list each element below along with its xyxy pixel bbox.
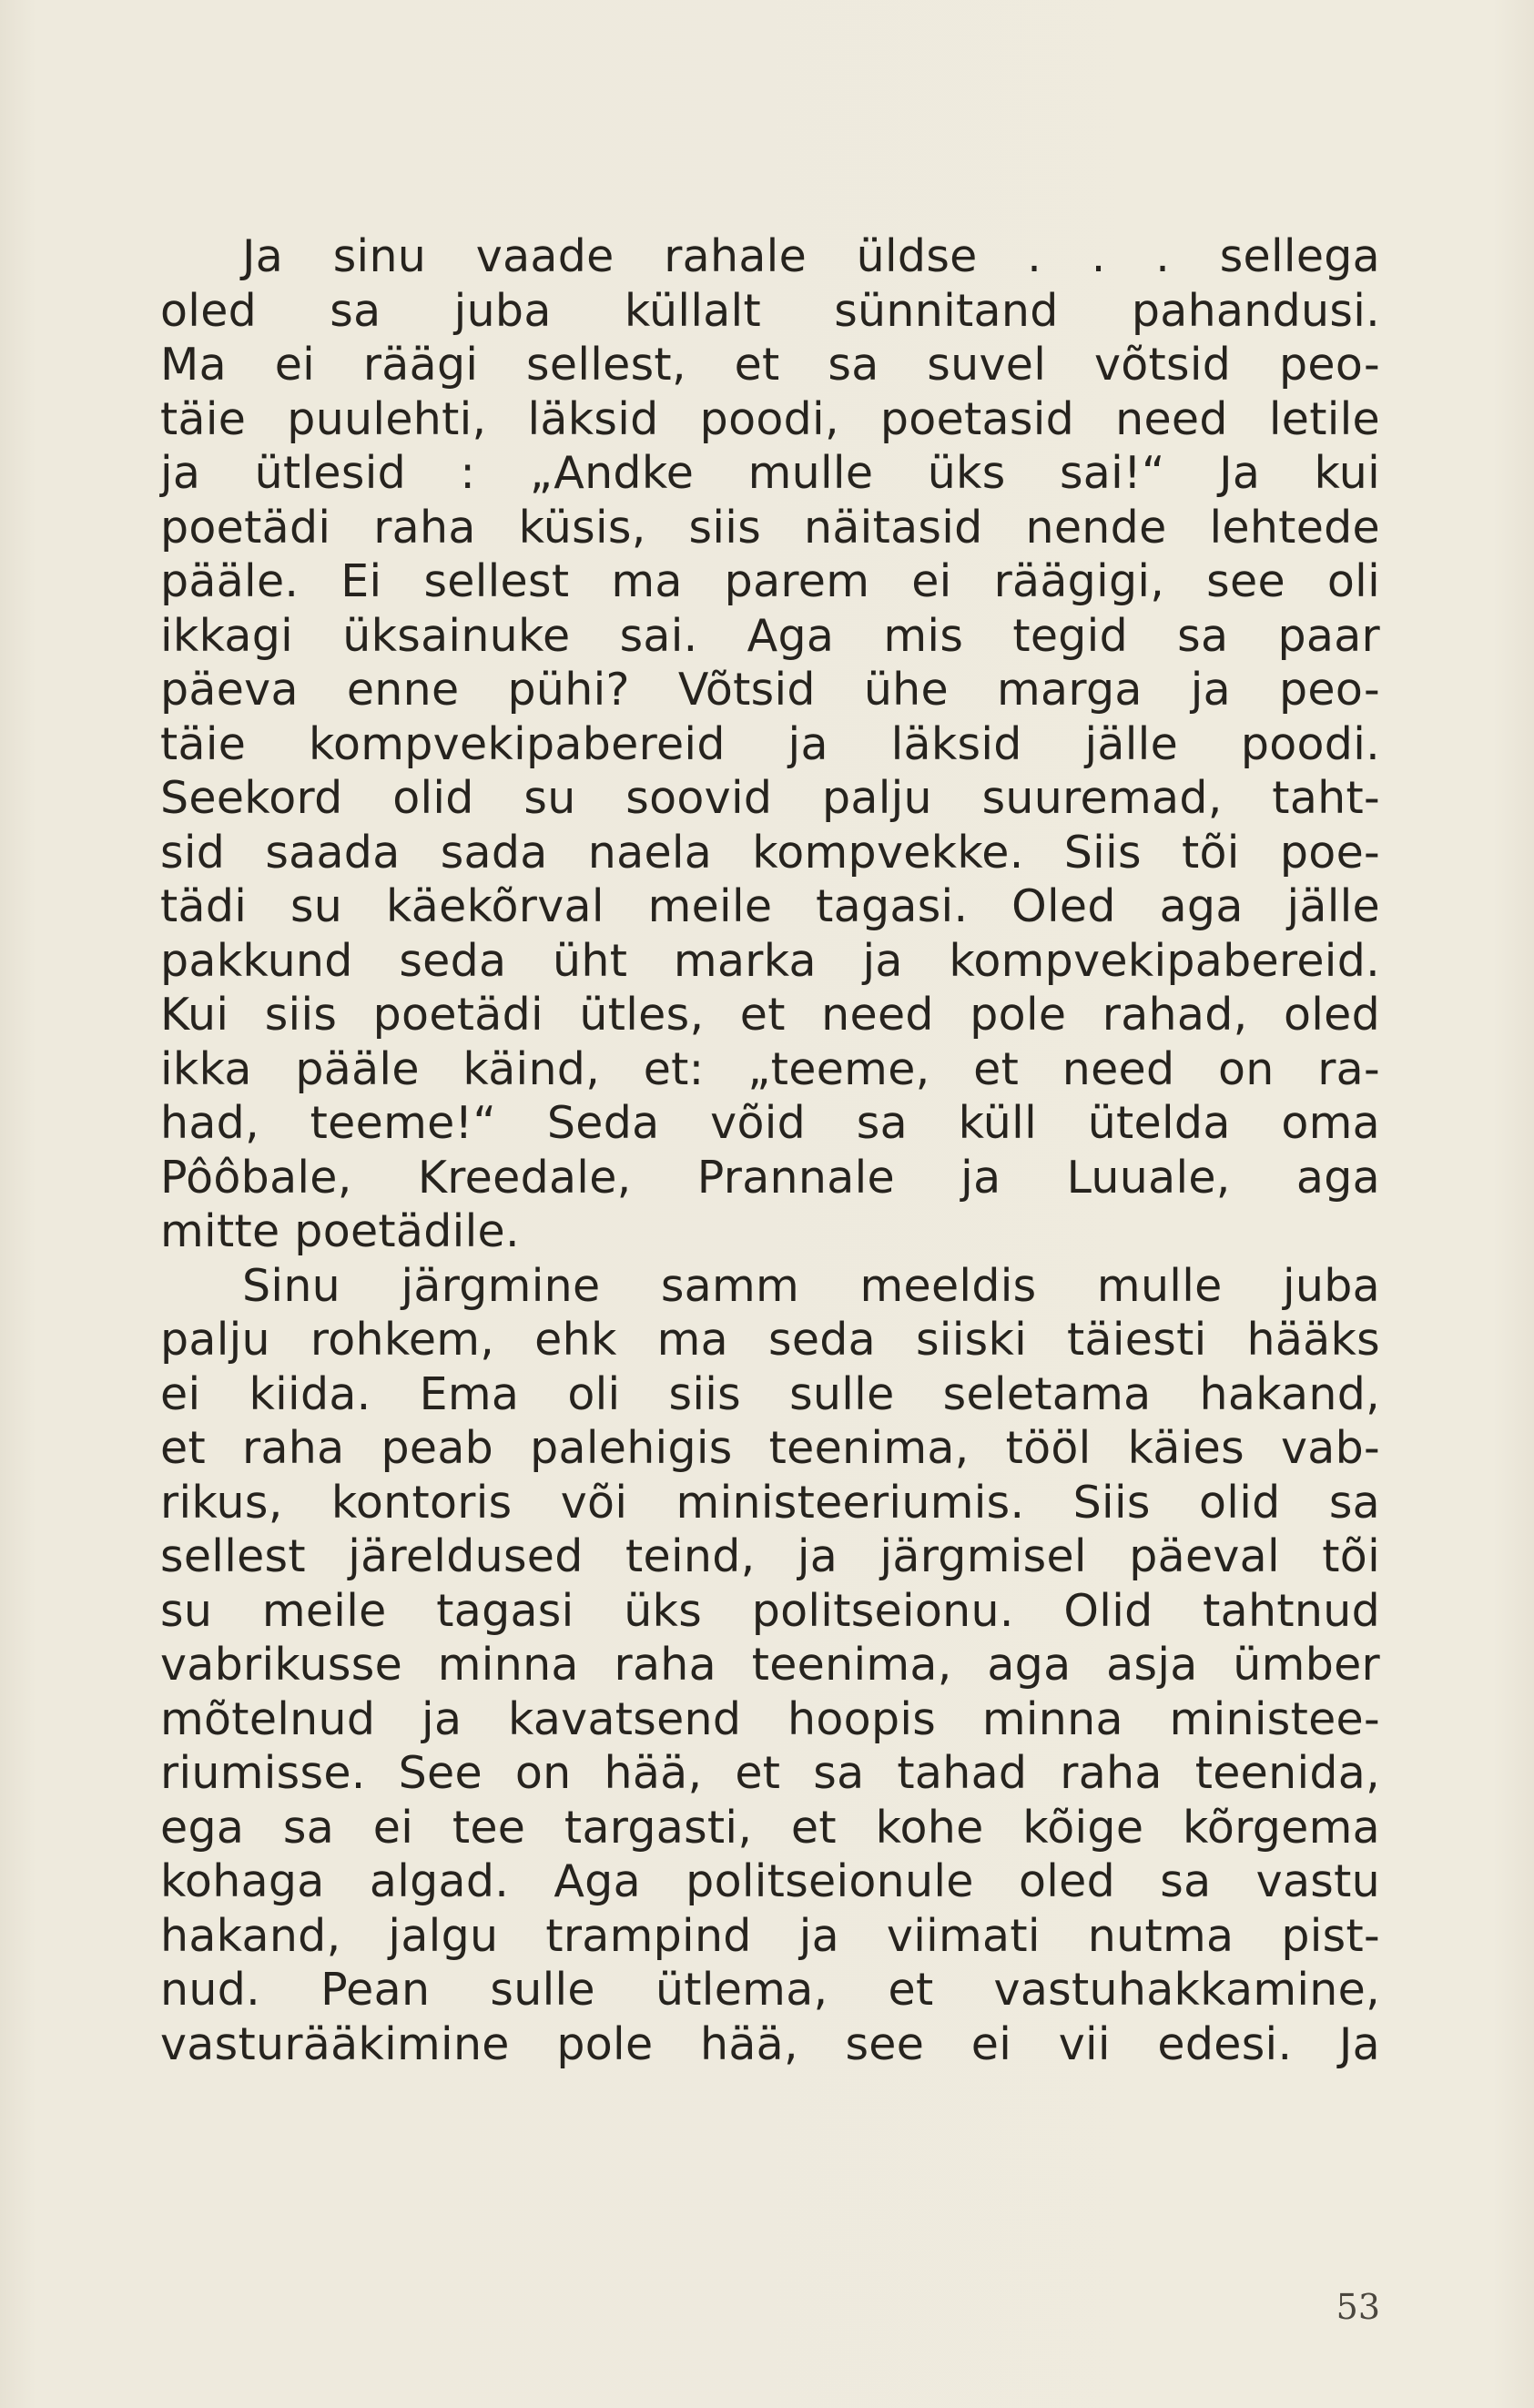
text-line: vabrikusse minna raha teenima, aga asja ümber: [160, 1639, 1380, 1691]
text-line: hakand, jalgu trampind ja viimati nutma pist-: [160, 1909, 1380, 1962]
text-line: täie puulehti, läksid poodi, poetasid need letile: [160, 392, 1380, 445]
text-line: sid saada sada naela kompvekke. Siis tõi poe-: [160, 826, 1380, 879]
text-line: poetädi raha küsis, siis näitasid nende lehtede: [160, 501, 1380, 554]
text-line: palju rohkem, ehk ma seda siiski täiesti hääks: [160, 1314, 1380, 1366]
text-line: su meile tagasi üks politseionu. Olid tahtnud: [160, 1584, 1380, 1637]
text-line: ei kiida. Ema oli siis sulle seletama hakand,: [160, 1367, 1380, 1420]
text-line: päeva enne pühi? Võtsid ühe marga ja peo-: [160, 664, 1380, 716]
text-line: mitte poetädile.: [160, 1205, 520, 1257]
text-line: Ja sinu vaade rahale üldse . . . sellega: [242, 230, 1380, 282]
text-line: nud. Pean sulle ütlema, et vastuhakkamine,: [160, 1964, 1380, 2016]
text-line: ja ütlesid : „Andke mulle üks sai!“ Ja kui: [160, 447, 1380, 499]
text-line: sellest järeldused teind, ja järgmisel päeval tõi: [160, 1530, 1380, 1582]
text-line: pääle. Ei sellest ma parem ei räägigi, see oli: [160, 555, 1380, 607]
text-line: Pôôbale, Kreedale, Prannale ja Luuale, aga: [160, 1151, 1380, 1204]
page-number: 53: [1336, 2287, 1380, 2327]
text-line: Kui siis poetädi ütles, et need pole rahad, oled: [160, 989, 1380, 1041]
text-line: tädi su käekõrval meile tagasi. Oled aga jälle: [160, 880, 1380, 932]
text-line: oled sa juba küllalt sünnitand pahandusi.: [160, 284, 1380, 337]
text-line: riumisse. See on hää, et sa tahad raha teenida,: [160, 1747, 1380, 1799]
text-line: et raha peab palehigis teenima, tööl käies vab-: [160, 1422, 1380, 1474]
text-line: ikkagi üksainuke sai. Aga mis tegid sa paar: [160, 609, 1380, 662]
text-line: pakkund seda üht marka ja kompvekipabereid.: [160, 934, 1380, 987]
text-line: Sinu järgmine samm meeldis mulle juba: [242, 1259, 1380, 1312]
text-line: ega sa ei tee targasti, et kohe kõige kõrgema: [160, 1801, 1380, 1854]
text-line: Ma ei räägi sellest, et sa suvel võtsid peo-: [160, 339, 1380, 391]
text-line: Seekord olid su soovid palju suuremad, taht-: [160, 772, 1380, 824]
text-line: vasturääkimine pole hää, see ei vii edesi. Ja: [160, 2017, 1380, 2070]
text-line: täie kompvekipabereid ja läksid jälle poodi.: [160, 717, 1380, 770]
text-line: kohaga algad. Aga politseionule oled sa vastu: [160, 1855, 1380, 1907]
text-line: rikus, kontoris või ministeeriumis. Siis olid sa: [160, 1476, 1380, 1529]
body-text: [160, 229, 1380, 2071]
text-line: mõtelnud ja kavatsend hoopis minna ministee-: [160, 1692, 1380, 1745]
text-line: ikka pääle käind, et: „teeme, et need on ra-: [160, 1042, 1380, 1095]
text-line: had, teeme!“ Seda võid sa küll ütelda oma: [160, 1097, 1380, 1149]
